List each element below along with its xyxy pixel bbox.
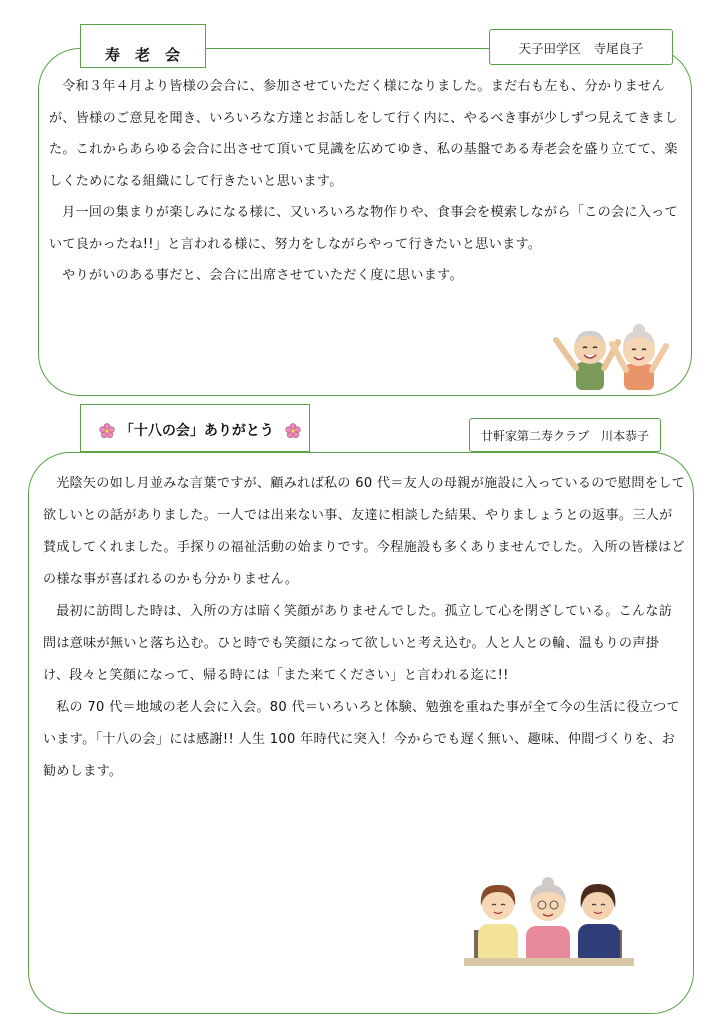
section1-paragraph: 令和３年４月より皆様の会合に、参加させていただく様になりました。まだ右も左も、分かりませんが、皆様のご意見を聞き、いろいろな方達とお話しをして行く内に、やるべき事が少しずつ見えてきました。これからあらゆる会合に出させて頂いて見識を広めてゆき、私の基盤である寿老会を盛り立てて、楽しくためになる組織にして行きたいと思います。: [49, 79, 678, 189]
section1-paragraph: 月一回の集まりが楽しみになる様に、又いろいろな物作りや、食事会を模索しながら「この会に入っていて良かったね!!」と言われる様に、努力をしながらやって行きたいと思います。: [49, 205, 678, 252]
section2-paragraph: 光陰矢の如し月並みな言葉ですが、顧みれば私の 60 代＝友人の母親が施設に入っているので慰問をして欲しいとの話がありました。一人では出来ない事、友達に相談した結果、やりましょうとの返事。三人が賛成してくれました。手探りの福祉活動の始まりです。今程施設も多くありませんでした。入所の皆様はどの様な事が喜ばれるのかも分かりません。: [43, 476, 685, 587]
section1-title: 寿 老 会: [105, 46, 181, 64]
section2-author-box: [469, 418, 661, 452]
section1-body: [49, 71, 685, 292]
section1-title-box: [80, 24, 206, 68]
sakura-flower-icon: [99, 423, 115, 439]
section1-paragraph: やりがいのある事だと、会合に出席させていただく度に思います。: [62, 268, 463, 283]
section2-title-box: [80, 404, 310, 452]
section2-author: 廿軒家第二寿クラブ 川本恭子: [480, 429, 649, 443]
sakura-flower-icon: [285, 423, 301, 439]
section1-author-box: [489, 29, 673, 65]
section2-paragraph: 私の 70 代＝地域の老人会に入会。80 代＝いろいろと体験、勉強を重ねた事が全て今の生活に役立つています。「十八の会」には感謝!! 人生 100 年時代に突入！今からでも遅く無い、趣味、仲間づくりを、お勧めします。: [43, 700, 680, 779]
elderly-couple-illustration: [548, 318, 672, 390]
section1-author: 天子田学区 寺尾良子: [518, 41, 644, 56]
section2-paragraph: 最初に訪問した時は、入所の方は暗く笑顔がありませんでした。孤立して心を閉ざしている。こんな訪問は意味が無いと落ち込む。ひと時でも笑顔になって欲しいと考え込む。人と人との輪、温もりの声掛け、段々と笑顔になって、帰る時には「また来てください」と言われる迄に!!: [43, 604, 673, 683]
section2-body: [43, 468, 685, 788]
section2-title: 「十八の会」ありがとう: [119, 423, 274, 439]
three-women-illustration: [464, 874, 634, 966]
